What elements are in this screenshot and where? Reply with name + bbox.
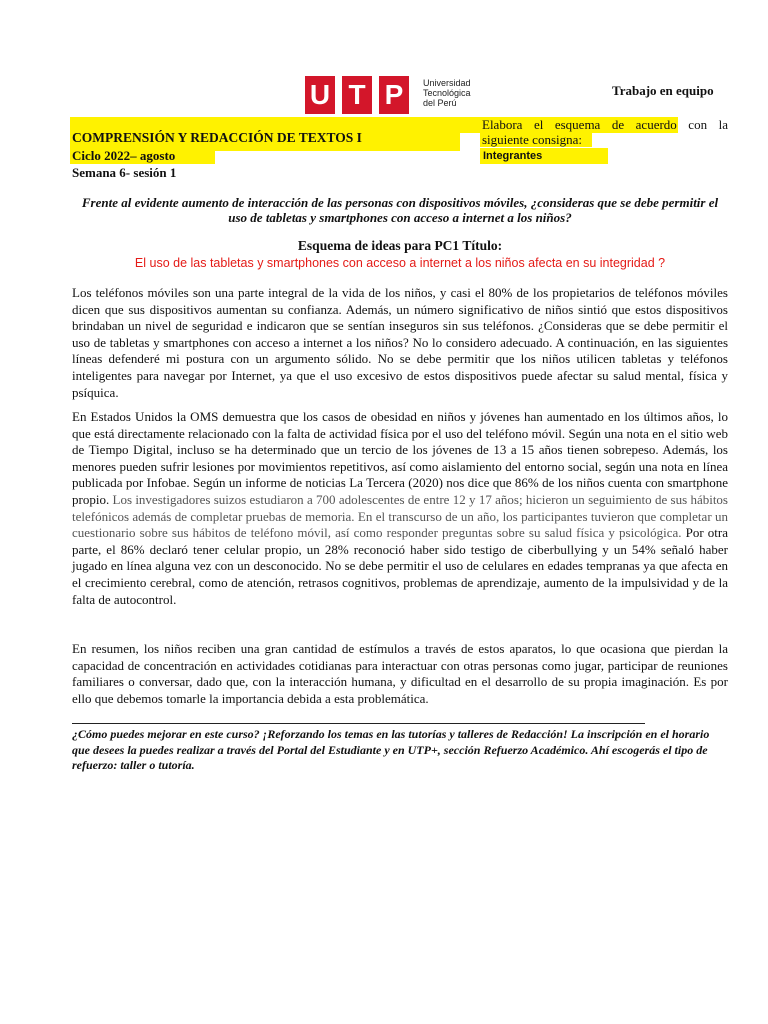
logo-letter-u: U <box>305 76 335 114</box>
outline-heading: Esquema de ideas para PC1 Título: <box>297 238 503 253</box>
paragraph-development-part-2: Los investigadores suizos estudiaron a 700 adolescentes de entre 12 y 17 años; hicieron un seguimiento de sus hábitos telefónicos además de completar pruebas de memoria. En el transcurso de un año, los participantes tuvieron que completar un cuestionario sobre sus hábitos de teléfono móvil, así como responder preguntas sobre su salud física y psicológica. <box>72 491 728 541</box>
instruction-text: Elabora el esquema de acuerdo con la siguiente consigna: <box>482 117 728 147</box>
week-label: Semana 6- sesión 1 <box>72 165 177 180</box>
utp-logo <box>305 76 471 114</box>
essay-title: El uso de las tabletas y smartphones con acceso a internet a los niños afecta en su integridad ? <box>134 256 666 270</box>
paragraph-development <box>72 409 728 608</box>
paragraph-development-part-3: Por otra parte, el 86% declaró tener celular propio, un 28% reconoció haber sido testigo de ciberbullying y un 54% señaló haber jugado en línea alguna vez con un desconocido. No se debe permitir el uso de celulares en edades tempranas ya que afecta en el crecimiento cerebral, como de atención, retrasos cognitivos, problemas de aprendizaje, aumento de la impulsividad y de la falta de autocontrol. <box>72 525 728 607</box>
logo-line-3: del Perú <box>423 98 457 108</box>
logo-line-2: Tecnológica <box>423 88 471 98</box>
course-title: COMPRENSIÓN Y REDACCIÓN DE TEXTOS I <box>72 130 362 145</box>
logo-letter-t: T <box>342 76 372 114</box>
prompt-question: Frente al evidente aumento de interacción de las personas con dispositivos móviles, ¿consideras que se debe permitir el uso de tabletas y smartphones con acceso a internet a los niños? <box>81 195 719 225</box>
team-work-label: Trabajo en equipo <box>612 83 714 98</box>
logo-line-1: Universidad <box>423 78 471 88</box>
logo-letter-p: P <box>379 76 409 114</box>
members-label: Integrantes <box>483 150 543 162</box>
cycle-month: – agosto <box>130 148 176 163</box>
cycle-label <box>72 148 175 164</box>
paragraph-development-part-1: En Estados Unidos la OMS demuestra que los casos de obesidad en niños y jóvenes han aumentado en los últimos años, lo que está directamente relacionado con la falta de actividad física por el uso del teléfono móvil. Según una nota en el sitio web de Tiempo Digital, incluso se ha determinado que un tercio de los jóvenes de 13 a 15 años tienen sobrepeso. Además, los menores pueden sufrir lesiones por movimientos repetitivos, así como aislamiento del entorno social, según una nota en línea publicada por Infobae. Según un informe de noticias La Tercera (2020) nos dice que 86% de los niños cuenta con smartphone propio. <box>72 409 728 507</box>
logo-wordmark <box>423 78 471 108</box>
footer-divider <box>72 723 645 724</box>
paragraph-intro: Los teléfonos móviles son una parte integral de la vida de los niños, y casi el 80% de los propietarios de teléfonos móviles dicen que sus dispositivos aumentan su confianza. Además, un número significativo de niños sintió que estos dispositivos brindaban un nivel de seguridad e indicaron que se sentían inseguros sin sus teléfonos. ¿Consideras que se debe permitir el uso de tabletas y smartphones con acceso a internet a los niños? No lo considero adecuado. A continuación, en las siguientes líneas defenderé mi postura con un argumento sólido. No se debe permitir que los niños utilicen tabletas y teléfonos inteligentes para navegar por Internet, ya que el uso excesivo de estos dispositivos puede afectar su salud mental, física y psíquica. <box>72 285 728 400</box>
cycle-year: Ciclo 2022 <box>72 148 131 163</box>
paragraph-conclusion: En resumen, los niños reciben una gran cantidad de estímulos a través de estos aparatos, lo que ocasiona que pierdan la capacidad de concentración en actividades cotidianas para interactuar con otras personas como jugar, participar de reuniones familiares o conversar, dado que, con la interacción humana, y dificultad en el desarrollo de su propia imaginación. Es por ello que debemos tomarle la importancia debida a esta problemática. <box>72 641 728 706</box>
footer-note: ¿Cómo puedes mejorar en este curso? ¡Reforzando los temas en las tutorías y talleres de Redacción! La inscripción en el horario que desees la puedes realizar a través del Portal del Estudiante y en UTP+, sección Refuerzo Académico. Ahí escogerás el tipo de refuerzo: taller o tutoría. <box>72 727 710 772</box>
